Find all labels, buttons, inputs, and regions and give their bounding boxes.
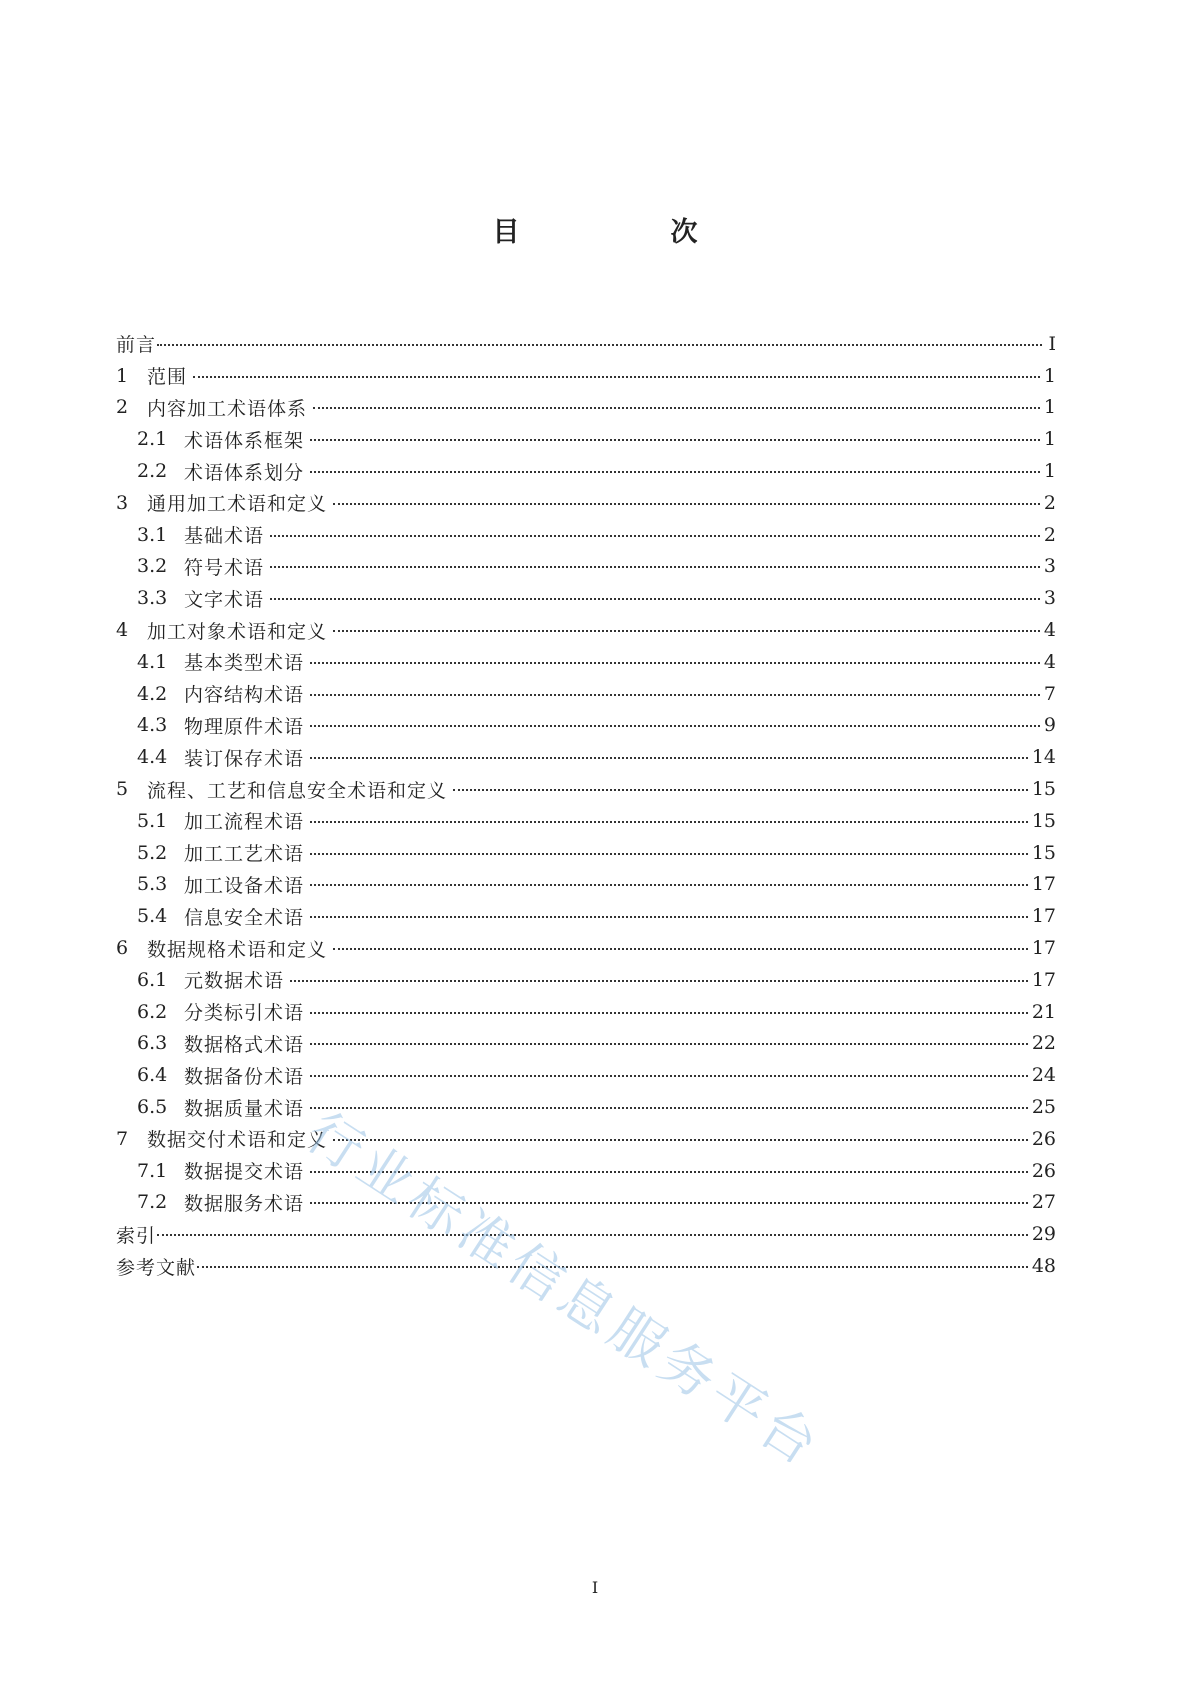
toc-dot-leader [310,853,1028,855]
toc-entry[interactable] [116,741,1056,773]
toc-entry-number: 5.2 [137,841,168,864]
toc-entry-page: 17 [1031,937,1056,960]
toc-entry-title: 信息安全术语 [184,906,305,929]
toc-entry-title: 加工工艺术语 [184,843,305,866]
toc-entry[interactable] [116,900,1056,932]
page-number: I [591,1578,599,1597]
toc-entry-number: 4.4 [137,746,168,769]
toc-entry-page: 2 [1043,491,1056,514]
toc-entry-page: 14 [1031,746,1056,769]
toc-entry-title: 基本类型术语 [184,652,305,675]
toc-entry[interactable] [116,678,1056,710]
toc-entry-page: 26 [1031,1127,1056,1150]
toc-entry[interactable] [116,1250,1056,1282]
toc-dot-leader [270,566,1040,568]
toc-entry[interactable] [116,1123,1056,1155]
toc-dot-leader [310,757,1028,759]
toc-entry[interactable] [116,551,1056,583]
toc-entry-page: 1 [1043,428,1056,451]
toc-dot-leader [333,503,1040,505]
toc-entry-title: 加工设备术语 [184,874,305,897]
toc-entry-page: 15 [1031,809,1056,832]
toc-entry-number: 5.1 [137,809,168,832]
toc-entry-page: 4 [1043,619,1056,642]
toc-entry-number: 6.4 [137,1064,168,1087]
toc-entry[interactable] [116,773,1056,805]
toc-entry[interactable] [116,932,1056,964]
toc-entry-title: 数据备份术语 [184,1065,305,1088]
toc-dot-leader [193,376,1040,378]
watermark: 行业标准信息服务平台 [295,1100,834,1481]
toc-entry-page: 17 [1031,873,1056,896]
toc-entry-number: 6.1 [137,968,168,991]
toc-entry[interactable] [116,1059,1056,1091]
toc-entry-page: 22 [1031,1032,1056,1055]
toc-dot-leader [157,1234,1028,1236]
toc-entry-number: 4 [116,619,129,642]
toc-entry[interactable] [116,487,1056,519]
toc-entry-page: I [1048,332,1056,355]
toc-entry-number: 5.4 [137,905,168,928]
toc-dot-leader [310,821,1028,823]
toc-entry-number: 5 [116,778,129,801]
toc-entry-number: 3.3 [137,587,168,610]
toc-entry-page: 4 [1043,650,1056,673]
toc-entry[interactable] [116,455,1056,487]
toc-dot-leader [270,535,1040,537]
toc-dot-leader [310,662,1040,664]
toc-dot-leader [310,1012,1028,1014]
toc-entry-page: 17 [1031,968,1056,991]
toc-entry-title: 术语体系划分 [184,461,305,484]
toc-entry-number: 2 [116,396,129,419]
toc-entry-number: 3.1 [137,523,168,546]
toc-entry[interactable] [116,1187,1056,1219]
toc-entry-title: 参考文献 [116,1256,197,1279]
toc-entry-number: 6.2 [137,1000,168,1023]
toc-entry-number: 1 [116,364,129,387]
toc-entry[interactable] [116,423,1056,455]
toc-dot-leader [310,1075,1028,1077]
toc-entry-title: 加工对象术语和定义 [147,620,328,643]
toc-entry-title: 装订保存术语 [184,747,305,770]
toc-entry[interactable] [116,805,1056,837]
toc-entry-number: 2.2 [137,460,168,483]
toc-entry[interactable] [116,710,1056,742]
toc-entry-title: 术语体系框架 [184,429,305,452]
toc-entry-page: 25 [1031,1096,1056,1119]
toc-entry-title: 内容加工术语体系 [147,397,308,420]
toc-entry-number: 7.1 [137,1159,168,1182]
toc-dot-leader [310,439,1040,441]
toc-entry-page: 7 [1043,682,1056,705]
toc-entry-title: 流程、工艺和信息安全术语和定义 [147,779,448,802]
toc-dot-leader [310,1202,1028,1204]
toc-dot-leader [310,1171,1028,1173]
toc-entry-page: 17 [1031,905,1056,928]
toc-entry-title: 分类标引术语 [184,1002,305,1025]
toc-entry-page: 3 [1043,555,1056,578]
table-of-contents [116,328,1056,1282]
toc-dot-leader [310,916,1028,918]
toc-dot-leader [310,1043,1028,1045]
toc-entry[interactable] [116,519,1056,551]
toc-entry-page: 29 [1031,1223,1056,1246]
toc-entry[interactable] [116,1218,1056,1250]
toc-dot-leader [453,789,1028,791]
toc-entry-title: 数据质量术语 [184,1097,305,1120]
toc-entry[interactable] [116,646,1056,678]
toc-entry-title: 通用加工术语和定义 [147,493,328,516]
toc-entry-title: 元数据术语 [184,970,285,993]
toc-entry-page: 2 [1043,523,1056,546]
toc-entry[interactable] [116,964,1056,996]
toc-entry-title: 基础术语 [184,525,265,548]
toc-entry[interactable] [116,582,1056,614]
toc-entry-number: 2.1 [137,428,168,451]
toc-entry-title: 文字术语 [184,588,265,611]
toc-dot-leader [310,694,1040,696]
toc-entry-number: 6 [116,937,129,960]
toc-dot-leader [290,980,1028,982]
toc-dot-leader [310,471,1040,473]
toc-entry[interactable] [116,1028,1056,1060]
toc-entry-page: 15 [1031,841,1056,864]
toc-entry-number: 7 [116,1127,129,1150]
toc-entry-title: 索引 [116,1224,157,1247]
toc-entry[interactable] [116,614,1056,646]
toc-dot-leader [313,407,1040,409]
toc-entry-page: 3 [1043,587,1056,610]
toc-entry-page: 48 [1031,1255,1056,1277]
toc-entry-page: 26 [1031,1159,1056,1182]
toc-entry-number: 6.3 [137,1032,168,1055]
toc-entry-page: 21 [1031,1000,1056,1023]
toc-dot-leader [310,884,1028,886]
toc-entry-number: 3.2 [137,555,168,578]
toc-entry[interactable] [116,328,1056,360]
toc-entry-page: 24 [1031,1064,1056,1087]
toc-entry[interactable] [116,360,1056,392]
toc-entry-page: 15 [1031,778,1056,801]
toc-entry-title: 数据规格术语和定义 [147,938,328,961]
toc-entry-number: 3 [116,491,129,514]
toc-dot-leader [310,725,1040,727]
toc-dot-leader [310,1107,1028,1109]
toc-entry-page: 1 [1043,364,1056,387]
toc-entry-page: 9 [1043,714,1056,737]
toc-entry[interactable] [116,996,1056,1028]
toc-entry-number: 4.3 [137,714,168,737]
toc-entry-page: 1 [1043,396,1056,419]
toc-entry-number: 7.2 [137,1191,168,1214]
toc-entry-title: 范围 [147,366,188,389]
toc-entry-page: 27 [1031,1191,1056,1214]
toc-entry-title: 前言 [116,334,157,357]
toc-entry-number: 4.1 [137,650,168,673]
toc-entry[interactable] [116,1155,1056,1187]
toc-dot-leader [270,598,1040,600]
toc-entry-number: 4.2 [137,682,168,705]
toc-dot-leader [333,1139,1028,1141]
toc-entry-title: 符号术语 [184,556,265,579]
toc-entry-title: 物理原件术语 [184,715,305,738]
toc-entry-title: 数据交付术语和定义 [147,1129,328,1152]
page-title: 目 次 [492,217,760,248]
toc-entry-title: 数据提交术语 [184,1161,305,1184]
toc-entry-title: 内容结构术语 [184,684,305,707]
toc-entry-title: 加工流程术语 [184,811,305,834]
toc-entry-page: 1 [1043,460,1056,483]
toc-entry-number: 5.3 [137,873,168,896]
toc-dot-leader [333,630,1040,632]
toc-entry-title: 数据服务术语 [184,1192,305,1215]
toc-entry[interactable] [116,1091,1056,1123]
toc-dot-leader [333,948,1028,950]
toc-entry[interactable] [116,392,1056,424]
toc-entry-number: 6.5 [137,1096,168,1119]
toc-entry[interactable] [116,837,1056,869]
toc-dot-leader [157,344,1042,346]
toc-dot-leader [197,1266,1028,1268]
toc-entry[interactable] [116,869,1056,901]
toc-entry-title: 数据格式术语 [184,1033,305,1056]
